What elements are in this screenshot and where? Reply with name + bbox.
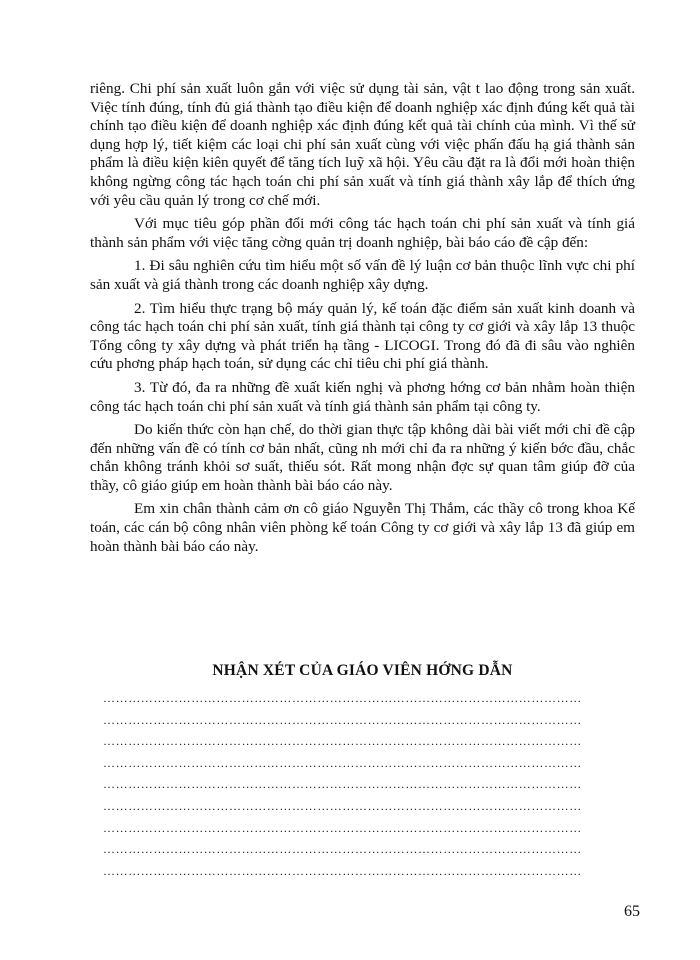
dotted-line: …………………………………………………………………………………………………… [103,755,582,770]
paragraph-continuation: riêng. Chi phí sản xuất luôn gắn với việc sử dụng tài sản, vật t lao động trong sản xuất. Việc tính đúng, tính đủ giá thành tạo điều kiện để doanh nghiệp xác định đúng kết quả tài chính tạo điều kiện để doanh nghiệp xác định đúng kết quả tài chính của mình. Vì thế sử dụng hợp lý, tiết kiệm các loại chi phí sản xuất cùng với việc phấn đấu hạ giá thành sản phẩm là điều kiện kiên quyết để tăng tích luỹ xã hội. Yêu cầu đặt ra là đổi mới hoàn thiện không ngừng công tác hạch toán chi phí sản xuất và tính giá thành xây lắp để thích ứng với yêu cầu quản lý trong cơ chế mới. [90,80,635,209]
page-number: 65 [624,903,640,920]
dotted-line: …………………………………………………………………………………………………… [103,798,582,813]
dotted-line: …………………………………………………………………………………………………… [103,734,582,749]
paragraph-objective: Với mục tiêu góp phần đổi mới công tác hạch toán chi phí sản xuất và tính giá thành sản phẩm với việc tăng cờng quản trị doanh nghiệp, bài báo cáo đề cập đến: [90,215,635,251]
dotted-line: …………………………………………………………………………………………………… [103,777,582,792]
dotted-line: …………………………………………………………………………………………………… [103,691,582,705]
dotted-line: …………………………………………………………………………………………………… [103,712,582,727]
paragraph-item-2: 2. Tìm hiểu thực trạng bộ máy quản lý, kế toán đặc điểm sản xuất kinh doanh và công tác hạch toán chi phí sản xuất, tính giá thành tại công ty cơ giới và xây lắp 13 thuộc Tổng công ty xây dựng và phát triển hạ tầng - LICOGI. Trong đó đã đi sâu vào nghiên cứu phơng pháp hạch toán, sử dụng các chỉ tiêu chi phí giá thành. [90,299,635,373]
comment-heading: NHẬN XÉT CỦA GIÁO VIÊN HỚNG DẪN [212,662,513,679]
dotted-line: …………………………………………………………………………………………………… [103,863,582,878]
comment-lines [103,688,633,882]
dotted-line: …………………………………………………………………………………………………… [103,820,582,835]
paragraph-limitations: Do kiến thức còn hạn chế, do thời gian thực tập không dài bài viết mới chỉ đề cập đến những vấn đề có tính cơ bản nhất, cũng nh mới chỉ đa ra những ý kiến bớc đầu, chắc chắn không tránh khỏi sơ suất, thiếu sót. Rất mong nhận đợc sự quan tâm giúp đỡ của thầy, cô giáo giúp em hoàn thành bài báo cáo này. [90,421,635,494]
paragraph-item-3: 3. Từ đó, đa ra những đề xuất kiến nghị và phơng hớng cơ bản nhằm hoàn thiện công tác hạch toán chi phí sản xuất và tính giá thành sản phẩm tại công ty. [90,378,635,415]
paragraph-item-1: 1. Đi sâu nghiên cứu tìm hiểu một số vấn đề lý luận cơ bản thuộc lĩnh vực chi phí sản xuất và giá thành trong các doanh nghiệp xây dựng. [90,257,635,293]
body-text [90,80,635,556]
dotted-line: …………………………………………………………………………………………………… [103,842,582,857]
paragraph-acknowledgement: Em xin chân thành cảm ơn cô giáo Nguyễn Thị Thắm, các thầy cô trong khoa Kế toán, các cán bộ công nhân viên phòng kế toán Công ty cơ giới và xây lắp 13 đã giúp em hoàn thành bài báo cáo này. [90,500,635,555]
